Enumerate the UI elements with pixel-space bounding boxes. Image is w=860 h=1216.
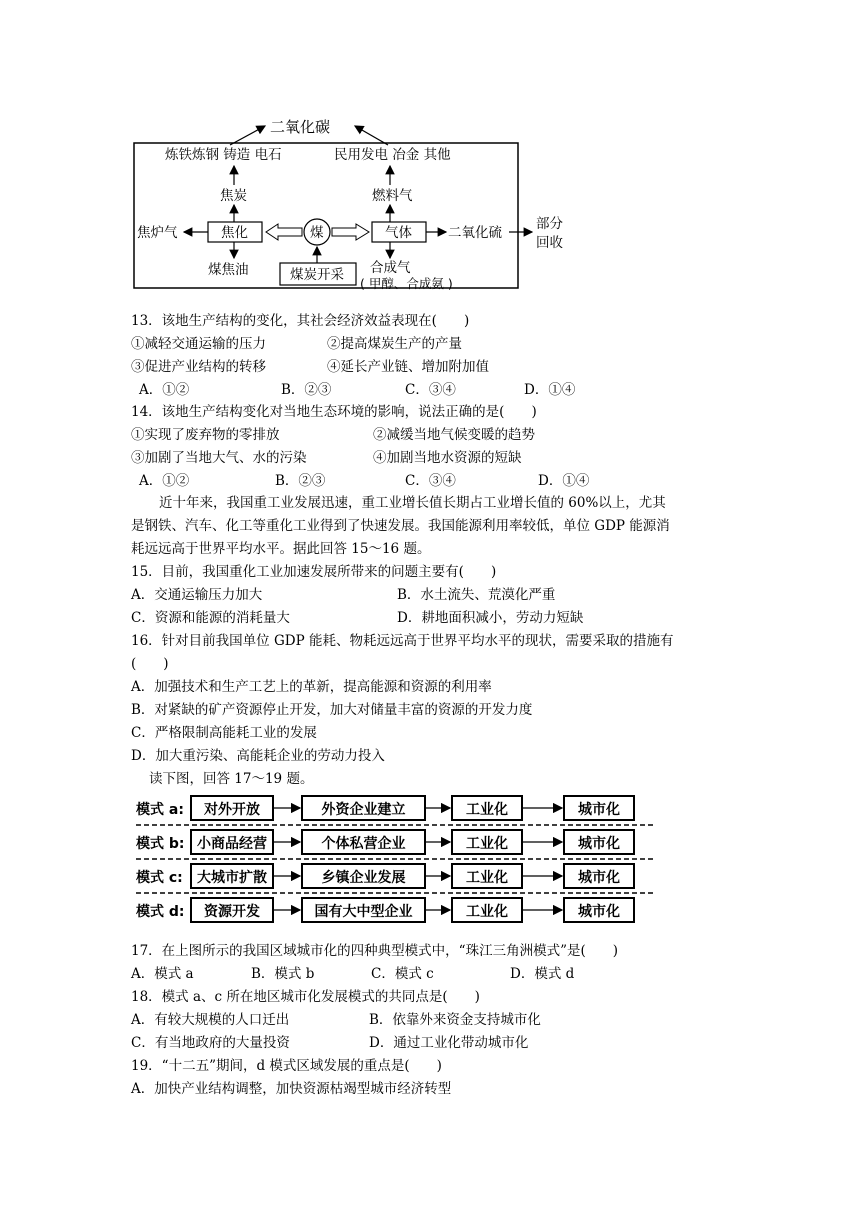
q14-option-d: D．①④ — [538, 473, 590, 489]
mode-box-label: 城市化 — [578, 904, 620, 920]
mode-label: 模式 a: — [136, 802, 184, 818]
intro-15-line-3: 耗远远高于世界平均水平。据此回答 15～16 题。 — [131, 541, 431, 557]
q13-option-d: D．①④ — [524, 382, 576, 398]
q17-option-d: D．模式 d — [510, 966, 575, 982]
mode-box-label: 城市化 — [578, 870, 620, 886]
mode-box-label: 工业化 — [466, 802, 508, 818]
mode-box-label: 资源开发 — [204, 904, 260, 920]
so2-label: 二氧化硫 — [448, 225, 502, 241]
q16-stem-line-2: ( ) — [131, 656, 169, 672]
intro-17: 读下图，回答 17～19 题。 — [149, 771, 314, 787]
mode-box-label: 工业化 — [466, 836, 508, 852]
coal-tar-label: 煤焦油 — [208, 262, 249, 278]
q13-statement-3: ③促进产业结构的转移 — [131, 359, 266, 375]
syngas-label: 合成气 — [370, 260, 411, 276]
q14-stem: 14．该地生产结构变化对当地生态环境的影响，说法正确的是( ) — [131, 404, 537, 420]
q16-option-a: A．加强技术和生产工艺上的革新，提高能源和资源的利用率 — [131, 679, 492, 695]
q18-option-b: B．依靠外来资金支持城市化 — [369, 1012, 541, 1028]
coal-label: 煤 — [310, 225, 324, 241]
q14-statement-4: ④加剧当地水资源的短缺 — [373, 450, 522, 466]
q13-statement-4: ④延长产业链、增加附加值 — [327, 359, 489, 375]
coke-oven-gas-label: 焦炉气 — [137, 225, 178, 241]
q18-option-d: D．通过工业化带动城市化 — [369, 1035, 529, 1051]
q13-stem: 13．该地生产结构的变化，其社会经济效益表现在( ) — [131, 313, 470, 329]
recovery-label-2: 回收 — [536, 235, 563, 251]
q18-stem: 18．模式 a、c 所在地区城市化发展模式的共同点是( ) — [131, 989, 480, 1005]
q15-option-c: C．资源和能源的消耗量大 — [131, 610, 290, 626]
mode-box-label: 个体私营企业 — [321, 836, 406, 852]
q16-option-d: D．加大重污染、高能耗企业的劳动力投入 — [131, 748, 385, 764]
q17-option-c: C．模式 c — [371, 966, 434, 982]
q19-stem: 19．“十二五”期间，d 模式区域发展的重点是( ) — [131, 1058, 442, 1074]
intro-15-line-2: 是钢铁、汽车、化工等重化工业得到了快速发展。我国能源利用率较低，单位 GDP 能源消 — [131, 518, 670, 534]
q13-option-b: B．②③ — [281, 382, 332, 398]
q17-stem: 17．在上图所示的我国区域城市化的四种典型模式中，“珠江三角洲模式”是( ) — [131, 943, 619, 959]
mode-box-label: 乡镇企业发展 — [321, 870, 406, 886]
q13-statement-1: ①减轻交通运输的压力 — [131, 336, 266, 352]
q17-option-b: B．模式 b — [251, 966, 315, 982]
coal-industry-diagram — [120, 108, 590, 293]
recovery-label-1: 部分 — [536, 216, 563, 232]
coke-label: 焦炭 — [220, 188, 247, 204]
q16-option-c: C．严格限制高能耗工业的发展 — [131, 725, 317, 741]
co2-label: 二氧化碳 — [270, 118, 331, 136]
q14-option-c: C．③④ — [405, 473, 456, 489]
q15-stem: 15．目前，我国重化工业加速发展所带来的问题主要有( ) — [131, 564, 497, 580]
q18-option-a: A．有较大规模的人口迁出 — [131, 1012, 290, 1028]
q19-option-a: A．加快产业结构调整，加快资源枯竭型城市经济转型 — [131, 1081, 452, 1097]
q14-statement-2: ②减缓当地气候变暖的趋势 — [373, 427, 535, 443]
urbanization-modes-diagram — [134, 792, 659, 932]
mining-label: 煤炭开采 — [290, 267, 344, 283]
gas-label: 气体 — [385, 225, 412, 241]
q17-option-a: A．模式 a — [131, 966, 194, 982]
q14-option-a: A．①② — [139, 473, 190, 489]
syngas-products-label: ( 甲醇、合成氨 ) — [360, 276, 453, 291]
mode-box-label: 工业化 — [466, 870, 508, 886]
mode-box-label: 大城市扩散 — [197, 870, 267, 886]
q16-option-b: B．对紧缺的矿产资源停止开发，加大对储量丰富的资源的开发力度 — [131, 702, 533, 718]
right-uses-label: 民用发电 冶金 其他 — [334, 147, 451, 163]
mode-label: 模式 c: — [136, 870, 183, 886]
coking-label: 焦化 — [221, 225, 248, 241]
q15-option-d: D．耕地面积减小，劳动力短缺 — [397, 610, 584, 626]
mode-box-label: 对外开放 — [204, 802, 260, 818]
q15-option-b: B．水土流失、荒漠化严重 — [397, 587, 556, 603]
q18-option-c: C．有当地政府的大量投资 — [131, 1035, 290, 1051]
mode-label: 模式 d: — [136, 904, 185, 920]
mode-label: 模式 b: — [136, 836, 185, 852]
mode-box-label: 城市化 — [578, 802, 620, 818]
q13-statement-2: ②提高煤炭生产的产量 — [327, 336, 462, 352]
q14-statement-1: ①实现了废弃物的零排放 — [131, 427, 280, 443]
intro-15-line-1: 近十年来，我国重工业发展迅速，重工业增长值长期占工业增长值的 60%以上，尤其 — [159, 495, 666, 511]
mode-box-label: 国有大中型企业 — [314, 904, 413, 920]
mode-box-label: 工业化 — [466, 904, 508, 920]
q13-option-a: A．①② — [139, 382, 190, 398]
q13-option-c: C．③④ — [405, 382, 456, 398]
left-uses-label: 炼铁炼钢 铸造 电石 — [165, 147, 282, 163]
mode-box-label: 小商品经营 — [197, 836, 267, 852]
q16-stem-line-1: 16．针对目前我国单位 GDP 能耗、物耗远远高于世界平均水平的现状，需要采取的措施有 — [131, 633, 674, 649]
fuel-gas-label: 燃料气 — [372, 188, 413, 204]
mode-box-label: 外资企业建立 — [321, 802, 406, 818]
q14-option-b: B．②③ — [275, 473, 326, 489]
mode-box-label: 城市化 — [578, 836, 620, 852]
q14-statement-3: ③加剧了当地大气、水的污染 — [131, 450, 307, 466]
q15-option-a: A．交通运输压力加大 — [131, 587, 263, 603]
